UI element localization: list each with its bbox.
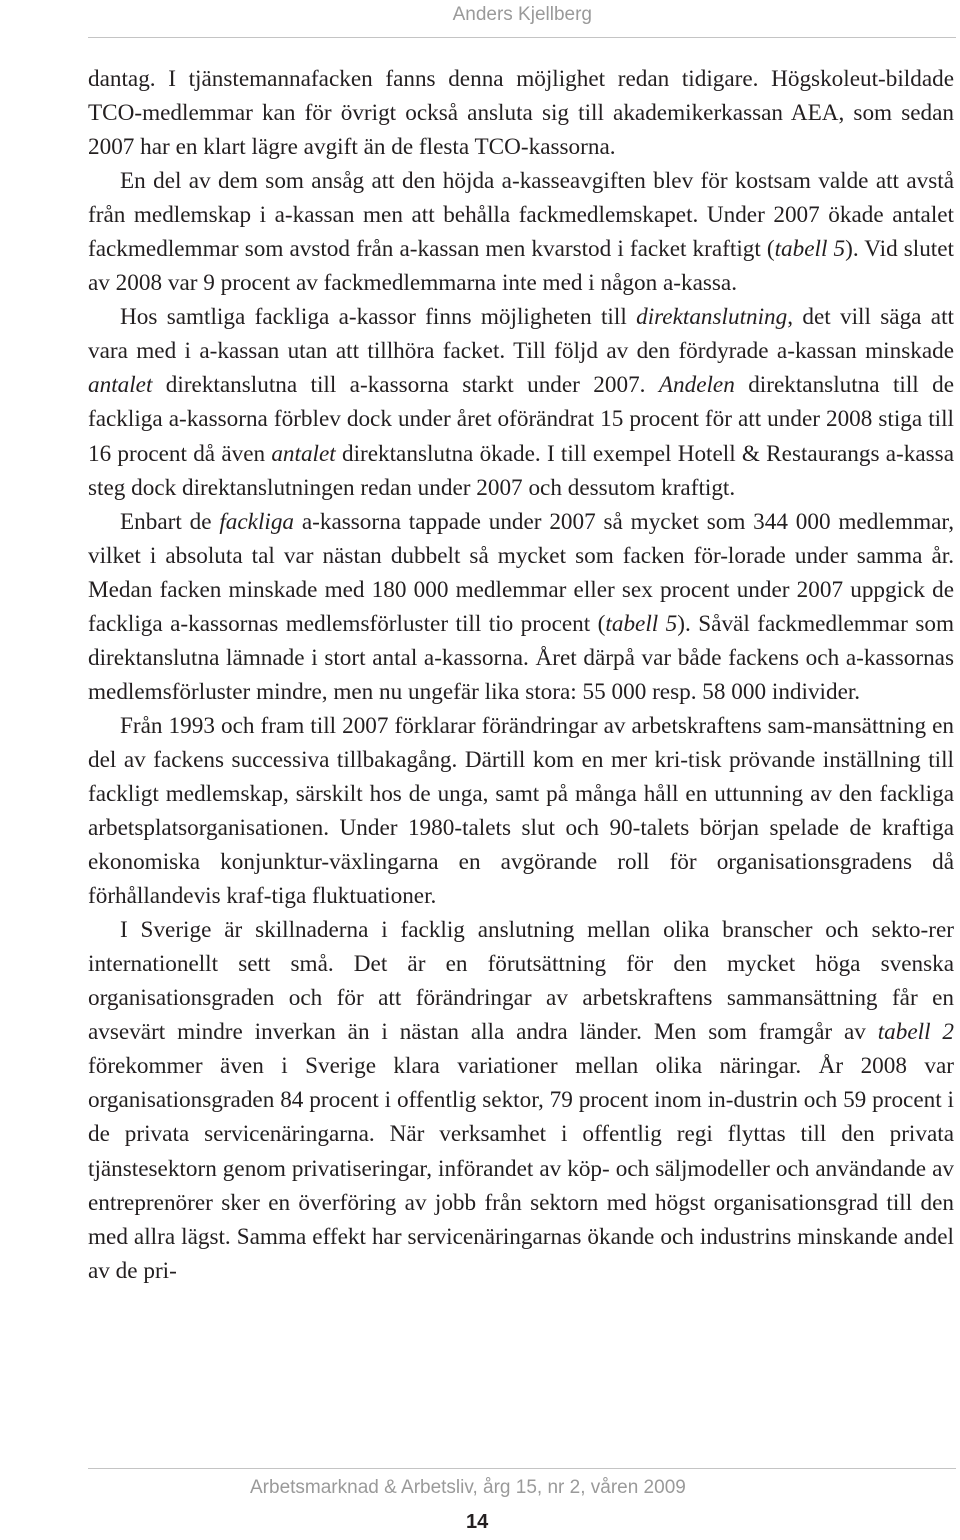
text-run: direktanslutna till a-kassorna starkt under 2007. xyxy=(152,372,659,399)
body-paragraph xyxy=(88,913,954,1288)
text-run: a-kassorna tappade under 2007 så mycket som 344 000 medlemmar, vilket i absoluta tal var nästan dubbelt så mycket som facken för-lorade under samma år. Medan facken minskade med 180 000 medlemmar eller sex procent under 2007 uppgick de fackliga a-kassornas medlemsförluster till tio procent ( xyxy=(88,508,954,637)
italic-text-run: fackliga xyxy=(219,508,295,535)
page-header xyxy=(0,0,960,38)
italic-text-run: antalet xyxy=(88,372,153,399)
body-paragraph xyxy=(88,300,954,504)
text-run: Hos samtliga fackliga a-kassor finns möjligheten till xyxy=(120,304,637,331)
body-paragraph xyxy=(88,164,954,300)
body-paragraph xyxy=(88,62,954,164)
text-run: ). Såväl fackmedlemmar som direktanslutna lämnade i stort antal a-kassorna. Året därpå var både fackens och a-kassornas medlemsförluster mindre, men nu ungefär lika stora: 55 000 resp. 58 000 individer. xyxy=(88,610,955,705)
body-paragraph xyxy=(88,505,954,709)
text-run: förekommer även i Sverige klara variationer mellan olika näringar. År 2008 var organisationsgraden 84 procent i offentlig sektor, 79 procent inom in-dustrin och 59 procent i de privata servicenäringarna. När verksamhet i offentlig regi flyttas till den privata tjänstesektorn genom privatiseringar, införandet av köp- och säljmodeller och användande av entreprenörer sker en överföring av jobb från sektorn med högst organisationsgrad till den med allra lägst. Samma effekt har servicenäringarnas ökande och industrins minskande andel av de pri- xyxy=(88,1053,954,1284)
footer-divider xyxy=(88,1468,956,1469)
text-run: En del av dem som ansåg att den höjda a-kasseavgiften blev för kostsam valde att avstå från medlemskap i a-kassan men att behålla fackmedlemskapet. Under 2007 ökade antalet fackmedlemmar som avstod från a-kassan men kvarstod i facket kraftigt ( xyxy=(88,168,954,263)
italic-text-run: antalet xyxy=(271,440,336,467)
text-run: Från 1993 och fram till 2007 förklarar förändringar av arbetskraftens sam-mansättning en del av fackens successiva tillbakagång. Därtill kom en mer kri-tisk prövande inställning till fackligt medlemskap, särskilt hos de unga, samt på många håll en uttunning av den fackliga arbetsplatsorganisationen. Under 1980-talets slut och 90-talets början spelade de kraftiga ekonomiska konjunktur-växlingarna en avgörande roll för organisationsgradens då förhållandevis kraf-tiga fluktuationer. xyxy=(88,712,954,910)
journal-citation: Arbetsmarknad & Arbetsliv, årg 15, nr 2, våren 2009 xyxy=(250,1477,686,1498)
text-run: direktanslutna till de fackliga a-kassorna förblev dock under året oförändrat 15 procent för att under 2008 stiga till 16 procent då även xyxy=(88,372,954,467)
running-header-author: Anders Kjellberg xyxy=(452,4,592,25)
header-divider xyxy=(88,37,956,38)
text-run: , det vill säga att vara med i a-kassan utan att tillhöra facket. Till följd av den fördyrade a-kassan minskade xyxy=(88,304,954,365)
body-paragraph xyxy=(88,709,954,913)
text-run: direktanslutna ökade. I till exempel Hotell & Restaurangs a-kassa steg dock direktanslutningen redan under 2007 och dessutom kraftigt. xyxy=(88,440,954,501)
text-run: I Sverige är skillnaderna i facklig anslutning mellan olika branscher och sekto-rer internationellt sett små. Det är en förutsättning för den mycket höga svenska organisationsgraden och för att förändringar av arbetskraftens sammansättning får en avsevärt mindre inverkan än i nästan alla andra länder. Men som framgår av xyxy=(88,917,954,1046)
page-number: 14 xyxy=(466,1511,489,1533)
page-footer xyxy=(0,1458,960,1540)
italic-text-run: direktanslutning xyxy=(636,304,788,331)
italic-text-run: Andelen xyxy=(658,372,735,399)
text-run: dantag. I tjänstemannafacken fanns denna möjlighet redan tidigare. Högskoleut-bildade TCO-medlemmar kan för övrigt också ansluta sig till akademikerkassan AEA, som sedan 2007 har en klart lägre avgift än de flesta TCO-kassorna. xyxy=(88,66,954,161)
text-run: Enbart de xyxy=(120,508,220,535)
italic-text-run: tabell 5 xyxy=(774,236,846,263)
text-run: ). Vid slutet av 2008 var 9 procent av fackmedlemmarna inte med i någon a-kassa. xyxy=(88,236,954,297)
italic-text-run: tabell 5 xyxy=(605,610,678,637)
italic-text-run: tabell 2 xyxy=(877,1019,955,1046)
article-body xyxy=(88,62,954,1288)
